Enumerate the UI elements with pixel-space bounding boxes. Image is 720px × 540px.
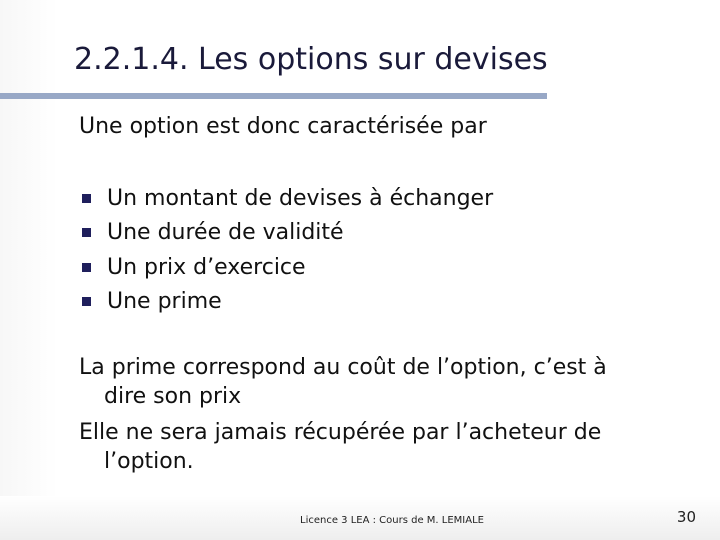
footer-text: Licence 3 LEA : Cours de M. LEMIALE bbox=[300, 515, 484, 526]
bullet-item bbox=[79, 216, 493, 251]
square-bullet-icon bbox=[82, 297, 91, 306]
left-decor-band bbox=[0, 0, 58, 540]
square-bullet-icon bbox=[82, 228, 91, 237]
paragraph-line: La prime correspond au coût de l’option, c’est à bbox=[79, 355, 607, 380]
square-bullet-icon bbox=[82, 263, 91, 272]
bullet-list bbox=[79, 181, 493, 319]
slide-title: 2.2.1.4. Les options sur devises bbox=[74, 42, 548, 77]
bullet-text: Une prime bbox=[107, 289, 222, 315]
bullet-item bbox=[79, 181, 493, 216]
bullet-item bbox=[79, 285, 493, 320]
intro-text: Une option est donc caractérisée par bbox=[79, 114, 487, 139]
square-bullet-icon bbox=[82, 194, 91, 203]
paragraph-line: l’option. bbox=[104, 449, 194, 474]
bullet-text: Un prix d’exercice bbox=[107, 254, 306, 280]
bullet-text: Un montant de devises à échanger bbox=[107, 185, 494, 211]
title-underline bbox=[0, 93, 547, 99]
paragraph-line: dire son prix bbox=[104, 384, 242, 409]
bullet-item bbox=[79, 250, 493, 285]
paragraph-buyer bbox=[79, 418, 679, 476]
paragraph-prime bbox=[79, 353, 679, 411]
page-number: 30 bbox=[676, 508, 696, 526]
bullet-text: Une durée de validité bbox=[107, 220, 344, 246]
paragraph-line: Elle ne sera jamais récupérée par l’acheteur de bbox=[79, 420, 602, 445]
